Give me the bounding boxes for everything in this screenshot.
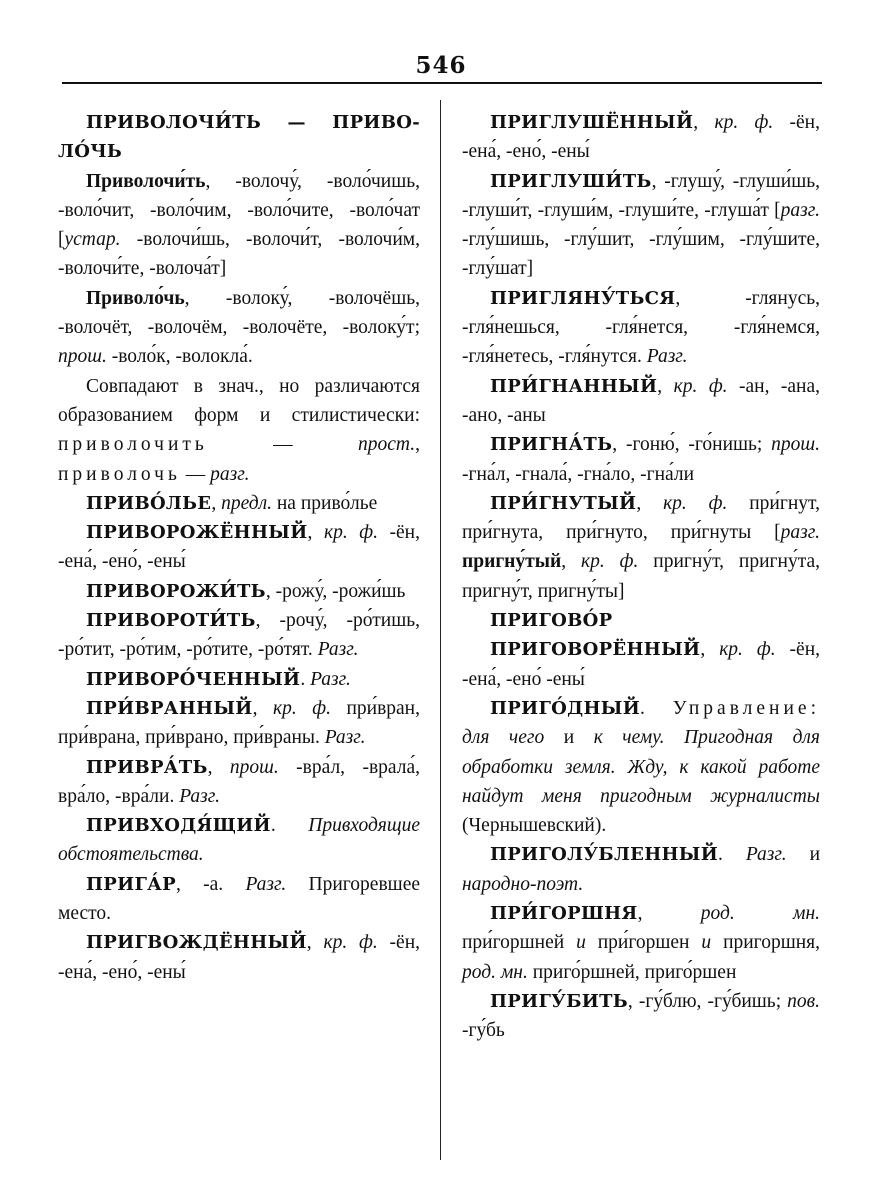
entry-text: при́вран, при́врана, при́врано, при́враны.: [58, 697, 420, 749]
entry-text: прош.: [58, 346, 107, 368]
entry-text: -ён, -ена́, -ено́, -ены́: [58, 522, 420, 573]
entry-headword: ПРИВОРО́ЧЕННЫЙ: [86, 668, 301, 690]
dictionary-entry: [58, 284, 420, 372]
dictionary-entry: [58, 167, 420, 284]
entry-text: при́горшней: [462, 932, 577, 954]
entry-text: Разг.: [310, 668, 351, 690]
entry-headword: ПРИГОЛУ́БЛЕННЫЙ: [490, 844, 719, 866]
entry-text: ,: [657, 375, 674, 397]
entry-text: -ён, -ена́, -ено́ -ены́: [462, 639, 821, 690]
entry-text: , -глянусь, -гля́нешься, -гля́нется, -гля́немся, -гля́нетесь, -гля́нутся.: [462, 287, 820, 368]
entry-text: разг.: [210, 463, 250, 485]
dictionary-entry: [462, 840, 820, 899]
dictionary-entry: [58, 577, 420, 606]
entry-text: Разг.: [245, 873, 287, 895]
entry-text: ,: [307, 522, 324, 544]
entry-text: кр. ф.: [714, 112, 774, 133]
dictionary-entry: [462, 167, 820, 284]
right-column: [462, 108, 820, 1046]
entry-text: ,: [306, 932, 324, 954]
entry-text: Разг.: [179, 785, 220, 807]
entry-headword: ПРИВОЛОЧИ́ТЬ — ПРИВО-ЛО́ЧЬ: [58, 112, 420, 163]
dictionary-entry: [462, 635, 820, 694]
entry-headword: ПРИГНА́ТЬ: [490, 434, 613, 456]
entry-text: , -гу́блю, -гу́бишь;: [627, 990, 788, 1012]
entry-text: кр. ф.: [719, 639, 776, 661]
entry-text: род. мн.: [462, 961, 528, 983]
entry-text: ,: [211, 492, 222, 514]
entry-text: -глу́шишь, -глу́шит, -глу́шим, -глу́шите, -глу́шат]: [462, 229, 820, 280]
entry-text: при́горшен: [585, 932, 702, 954]
entry-text: —: [207, 434, 359, 456]
entry-text: Привходящие обстоятельства.: [58, 815, 420, 866]
entry-headword: ПРИГЛЯНУ́ТЬСЯ: [490, 287, 676, 309]
entry-text: -ён, -ена́, -ено́, -ены́: [58, 932, 421, 983]
entry-text: .: [718, 844, 746, 866]
entry-text: Совпадают в знач., но различаются образованием форм и стилистически:: [58, 375, 420, 426]
entry-text: и: [544, 727, 594, 749]
entry-text: .: [270, 815, 309, 837]
entry-headword: ПРИВО́ЛЬЕ: [86, 492, 212, 514]
entry-headword: ПРИГОВОРЁННЫЙ: [490, 639, 701, 661]
dictionary-entry: [462, 284, 820, 372]
entry-text: -воло́к, -волокла́.: [106, 346, 253, 368]
dictionary-entry: [58, 753, 420, 812]
entry-headword: ПРИ́ГНАННЫЙ: [490, 375, 658, 397]
left-column: [58, 108, 420, 987]
page-number: 546: [415, 52, 467, 79]
entry-text: , -глушу́, -глуши́шь, -глуши́т, -глуши́м, -глуши́те, -глуша́т [: [462, 170, 820, 221]
dictionary-entry: [462, 489, 820, 606]
entry-text: -вра́л, -врала́, вра́ло, -вра́ли.: [58, 756, 421, 807]
dictionary-entry: [58, 870, 420, 929]
entry-text: , -а.: [175, 873, 246, 895]
entry-text: пригоршня,: [711, 932, 820, 954]
entry-text: , -гоню́, -го́нишь;: [612, 434, 772, 456]
entry-text: ,: [415, 434, 420, 456]
entry-text: приго́ршней, приго́ршен: [527, 961, 737, 983]
entry-text: -ён, -ена́, -ено́, -ены́: [462, 112, 820, 163]
entry-text: , -волоку́, -волочёшь, -волочёт, -волочём, -волочёте, -волоку́т;: [58, 287, 420, 339]
entry-text: кр. ф.: [663, 492, 728, 514]
entry-headword: ПРИВХОДЯ́ЩИЙ: [86, 815, 271, 837]
dictionary-entry: [462, 430, 820, 489]
entry-headword: ПРИВОРОТИ́ТЬ: [86, 610, 256, 632]
dictionary-entry: [58, 811, 420, 870]
entry-headword: ПРИГУ́БИТЬ: [490, 990, 628, 1012]
entry-text: ,: [252, 697, 273, 719]
entry-text: к чему. Пригодная для обработки земля. Жду, к какой работе найдут меня пригодным журналисты: [462, 727, 820, 807]
entry-text: (Чернышевский).: [462, 815, 607, 837]
dictionary-entry: [58, 489, 420, 518]
entry-text: ,: [637, 903, 701, 925]
entry-headword: ПРИ́ГНУТЫЙ: [490, 492, 637, 514]
entry-text: , -рочу́, -ро́тишь, -ро́тит, -ро́тим, -ро́тите, -ро́тят.: [58, 610, 420, 661]
entry-text: ,: [561, 551, 581, 573]
entry-text: пригну́т, пригну́та, пригну́т, пригну́ты]: [462, 551, 820, 602]
dictionary-entry: [58, 694, 420, 753]
entry-headword: ПРИГЛУШИ́ТЬ: [490, 170, 652, 192]
entry-text: -волочи́шь, -волочи́т, -волочи́м, -волочи́те, -волоча́т]: [58, 229, 420, 280]
entry-text: прош.: [771, 434, 820, 456]
entry-text: предл.: [221, 492, 272, 514]
entry-text: прош.: [229, 756, 279, 778]
dictionary-entry: [58, 665, 420, 694]
entry-text: кр. ф.: [272, 697, 331, 719]
dictionary-entry: [58, 928, 420, 987]
entry-text: на приво́лье: [272, 492, 378, 514]
dictionary-entry: [462, 606, 820, 635]
entry-text: ,: [693, 112, 715, 133]
entry-text: кр. ф.: [580, 551, 639, 573]
dictionary-entry: [462, 899, 820, 987]
entry-headword: ПРИ́ВРАННЫЙ: [86, 697, 253, 719]
entry-headword: ПРИВОРОЖИ́ТЬ: [86, 580, 266, 602]
dictionary-entry: [462, 987, 820, 1046]
entry-text: приволочь: [58, 463, 181, 485]
entry-headword: ПРИВОРОЖЁННЫЙ: [86, 522, 308, 544]
entry-text: кр. ф.: [323, 522, 378, 544]
entry-text: при́гнут, при́гнута, при́гнуто, при́гнуты [: [462, 492, 820, 544]
entry-text: разг.: [780, 199, 820, 221]
entry-headword: ПРИГЛУШЁННЫЙ: [490, 112, 694, 133]
dictionary-entry: [58, 372, 420, 489]
entry-text: и: [786, 844, 820, 866]
entry-text: ,: [207, 756, 230, 778]
entry-text: пов.: [787, 990, 820, 1012]
entry-text: , -рожу́, -рожи́шь: [265, 580, 406, 602]
entry-text: Управление:: [672, 697, 820, 719]
entry-headword: ПРИ́ГОРШНЯ: [490, 903, 638, 925]
dictionary-entry: [58, 606, 420, 665]
entry-text: ,: [700, 639, 720, 661]
entry-text: —: [180, 463, 211, 485]
dictionary-entry: [58, 518, 420, 577]
dictionary-entry: [462, 694, 820, 840]
entry-text: -гу́бь: [462, 1020, 505, 1042]
dictionary-entry: [58, 108, 420, 167]
entry-text: прост.: [358, 434, 416, 456]
dictionary-entry: [462, 372, 820, 431]
entry-text: Разг.: [324, 727, 366, 749]
entry-text: и: [701, 932, 712, 954]
entry-text: народно-поэт.: [462, 873, 584, 895]
entry-headword: ПРИГО́ДНЫЙ: [490, 697, 640, 719]
entry-headword: ПРИГВОЖДЁННЫЙ: [86, 932, 307, 954]
entry-text: Приволо́чь: [86, 287, 185, 309]
entry-text: Разг.: [317, 639, 359, 661]
entry-text: Пригоревшее место.: [58, 873, 420, 925]
entry-text: .: [300, 668, 311, 690]
entry-text: кр. ф.: [323, 932, 378, 954]
entry-text: пригну́тый: [462, 551, 562, 573]
entry-text: и: [576, 932, 586, 954]
entry-text: Разг.: [745, 844, 787, 866]
entry-text: кр. ф.: [673, 375, 728, 397]
entry-text: , -волочу́, -воло́чишь, -воло́чит, -воло́чим, -воло́чите, -воло́чат [: [58, 170, 420, 251]
entry-headword: ПРИВРА́ТЬ: [86, 756, 208, 778]
entry-text: для чего: [462, 727, 545, 749]
entry-headword: ПРИГОВО́Р: [490, 610, 613, 632]
entry-headword: ПРИГА́Р: [86, 873, 176, 895]
entry-text: род. мн.: [700, 903, 820, 925]
entry-text: Разг.: [646, 346, 688, 368]
entry-text: -гна́л, -гнала́, -гна́ло, -гна́ли: [462, 463, 695, 485]
entry-text: разг.: [780, 522, 820, 544]
entry-text: .: [640, 697, 673, 719]
entry-text: устар.: [64, 229, 121, 251]
dictionary-entry: [462, 108, 820, 167]
entry-text: ,: [636, 492, 664, 514]
column-divider: [440, 100, 441, 1160]
entry-text: -ан, -ана, -ано, -аны: [462, 375, 821, 426]
entry-text: приволочить: [58, 434, 208, 456]
header-rule: [62, 82, 822, 84]
entry-text: Приволочи́ть: [86, 170, 206, 192]
